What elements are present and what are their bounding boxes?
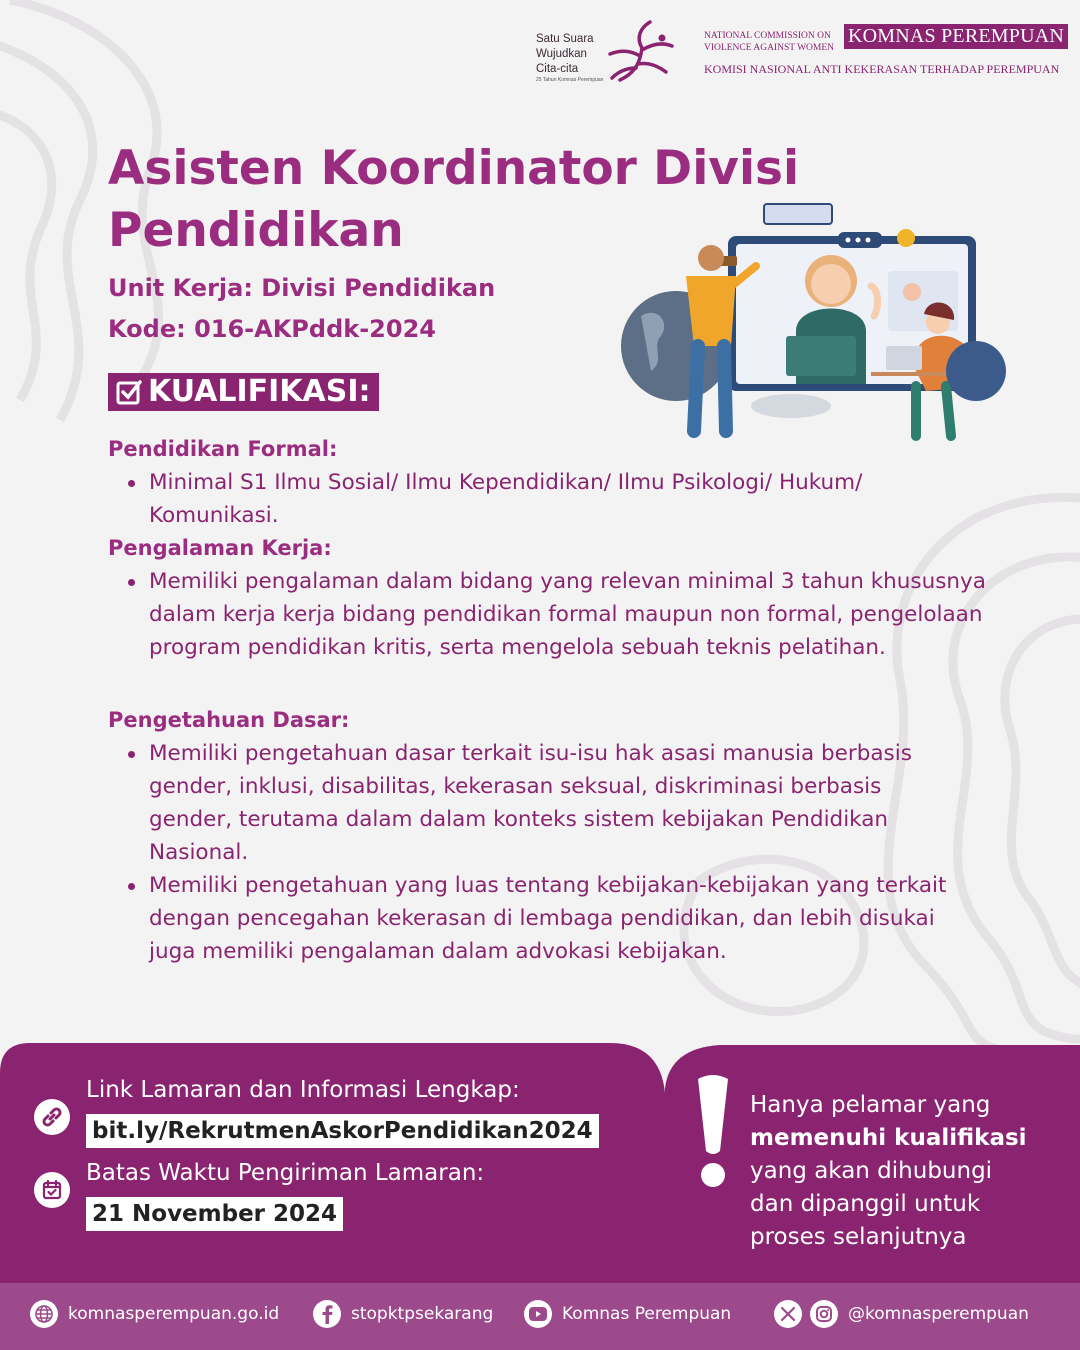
instagram-icon	[810, 1300, 838, 1328]
link-label: Link Lamaran dan Informasi Lengkap:	[86, 1077, 520, 1103]
kualifikasi-heading	[108, 373, 379, 411]
tagline-line: Wujudkan	[536, 48, 587, 60]
section-heading: Pengetahuan Dasar:	[108, 708, 350, 732]
list-item: Memiliki pengetahuan dasar terkait isu-isu hak asasi manusia berbasis gender, inklusi, disabilitas, kekerasan seksual, diskriminasi berbasis gender, terutama dalam dalam konteks sistem kebijakan Pendidikan Nasional.	[108, 737, 938, 869]
org-name: KOMNAS PEREMPUAN	[844, 24, 1068, 49]
deadline-value: 21 November 2024	[86, 1197, 343, 1231]
section-pengetahuan-dasar	[108, 704, 988, 968]
tagline-small: 25 Tahun Komnas Perempuan	[536, 77, 604, 83]
footer-social[interactable]	[774, 1300, 1029, 1328]
notice-line: proses selanjutnya	[750, 1224, 967, 1250]
footer	[0, 1283, 1080, 1350]
video-call-illustration	[616, 196, 1006, 456]
deadline-label: Batas Waktu Pengiriman Lamaran:	[86, 1160, 485, 1186]
kualifikasi-label: KUALIFIKASI:	[148, 374, 371, 409]
tagline-line: Satu Suara	[536, 33, 594, 45]
calendar-icon	[34, 1172, 70, 1208]
globe-icon	[30, 1300, 58, 1328]
exclamation-icon	[688, 1073, 738, 1193]
org-english-name	[704, 30, 834, 54]
youtube-text: Komnas Perempuan	[562, 1304, 732, 1324]
flower-logo-icon	[600, 18, 680, 88]
notice-line: dan dipanggil untuk	[750, 1191, 981, 1217]
notice-line: Hanya pelamar yang	[750, 1092, 991, 1118]
application-link[interactable]: bit.ly/RekrutmenAskorPendidikan2024	[86, 1114, 599, 1148]
section-heading: Pendidikan Formal:	[108, 437, 338, 461]
org-en-line: VIOLENCE AGAINST WOMEN	[704, 43, 835, 53]
tagline-line: Cita-cita	[536, 63, 579, 75]
x-icon	[774, 1300, 802, 1328]
website-text: komnasperempuan.go.id	[68, 1304, 280, 1324]
section-pendidikan-formal	[108, 433, 988, 532]
notice-line: yang akan dihubungi	[750, 1158, 993, 1184]
footer-youtube[interactable]	[524, 1300, 731, 1328]
youtube-icon	[524, 1300, 552, 1328]
footer-facebook[interactable]	[313, 1300, 493, 1328]
notice-bold: memenuhi kualifikasi	[750, 1125, 1027, 1151]
org-en-line: NATIONAL COMMISSION ON	[704, 31, 831, 41]
section-heading: Pengalaman Kerja:	[108, 536, 332, 560]
footer-website[interactable]	[30, 1300, 279, 1328]
facebook-text: stopktpsekarang	[351, 1304, 494, 1324]
list-item: Memiliki pengetahuan yang luas tentang kebijakan-kebijakan yang terkait dengan pencegahan kekerasan di lembaga pendidikan, dan lebih disukai juga memiliki pengalaman dalam advokasi kebijakan.	[108, 869, 958, 968]
checkbox-icon	[116, 379, 142, 405]
kode: Kode: 016-AKPddk-2024	[108, 315, 436, 343]
header	[530, 14, 1075, 94]
list-item: Memiliki pengalaman dalam bidang yang relevan minimal 3 tahun khususnya dalam kerja kerja bidang pendidikan formal maupun non formal, pengelolaan program pendidikan kritis, serta mengelola sebuah teknis pelatihan.	[108, 565, 988, 664]
org-indonesian-name: KOMISI NASIONAL ANTI KEKERASAN TERHADAP PEREMPUAN	[704, 62, 1060, 76]
social-handle-text: @komnasperempuan	[848, 1304, 1029, 1324]
tagline	[536, 32, 603, 84]
notice-text	[750, 1089, 1050, 1254]
section-pengalaman-kerja	[108, 532, 988, 664]
link-icon	[34, 1099, 70, 1135]
page-title: Asisten Koordinator Divisi Pendidikan	[108, 141, 800, 258]
facebook-icon	[313, 1300, 341, 1328]
list-item: Minimal S1 Ilmu Sosial/ Ilmu Kependidikan/ Ilmu Psikologi/ Hukum/ Komunikasi.	[108, 466, 888, 532]
unit-kerja: Unit Kerja: Divisi Pendidikan	[108, 274, 496, 302]
